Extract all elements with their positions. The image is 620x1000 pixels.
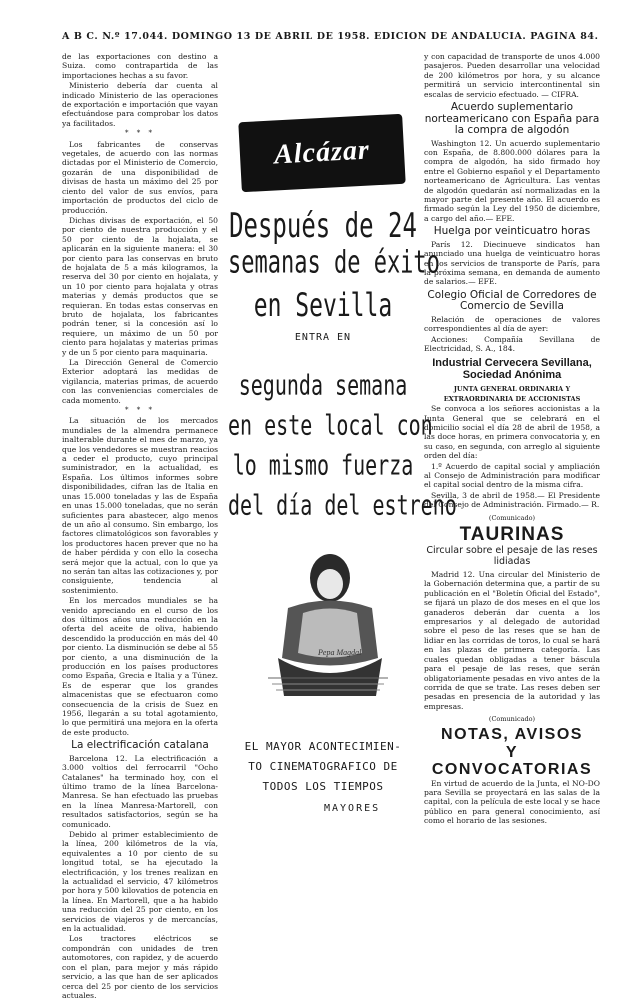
cinema-advertisement [228, 110, 457, 814]
headline-electrificacion: La electrificación catalana [71, 739, 209, 752]
headline-taurinas: TAURINAS [459, 524, 565, 546]
left-column [62, 52, 218, 1000]
headline-convocatorias: Y CONVOCATORIAS [431, 743, 593, 778]
article-paragraph: Sevilla, 3 de abril de 1958.— El Presidente del Consejo de Administración. Firmado.— R. [424, 490, 600, 510]
article-paragraph: Se convoca a los señores accionistas a la Junta General que se celebrará en el domicilio social el día 28 de abril de 1958, a las doce horas, en primera convocatoria y, en su caso, en segunda, con arreglo al siguiente orden del día: [424, 404, 600, 461]
article-paragraph: Barcelona 12. La electrificación a 3.000 voltios del ferrocarril "Ocho Catalanes" ha terminado hoy, con el último tramo de la línea Barcelona-Manresa. Se han efectuado las pruebas en la línea Manresa-Martorell, con resultados satisfactorios, según se ha comunicado. [62, 753, 218, 829]
kicker-notas: (Comunicado) [488, 715, 536, 724]
ad-line-4: ENTRA EN [294, 332, 352, 343]
right-column [424, 52, 600, 826]
article-paragraph: Ministerio debería dar cuenta al indicado Ministerio de las operaciones de exportación e importación que vayan efectuándose para comprobar los datos ya facilitados. [62, 81, 218, 128]
section-separator: * * * [125, 129, 155, 138]
ad-line-8: del día del estreno [228, 488, 457, 522]
article-paragraph: En los mercados mundiales se ha venido apreciando en el curso de los dos últimos años una reducción en la oferta del aceite de oliva, habiendo descendido la producción en más del 40 por ciento. La disminución se debe al 55 por ciento, a una disminución de la producción en los países productores como España, Grecia e Italia y a Túnez. Es de esperar que los grandes almacenistas que se efectuaron como consecuencia de la crisis de Suez en 1956, llegarán a su total agotamiento, lo que permitirá una mejora en la oferta de este producto. [62, 596, 218, 737]
article-paragraph: En virtud de acuerdo de la Junta, el NO-DO para Sevilla se proyectará en las salas de la capital, con la película de este local y se hace público en para general conocimiento, así como el horario de las sesiones. [424, 778, 600, 826]
poster-brand-text: Pepa Magdal [318, 648, 362, 657]
article-paragraph: Madrid 12. Una circular del Ministerio de la Gobernación determina que, a partir de su publicación en el "Boletín Oficial del Estado", se fijará un plazo de dos meses en el que los ganaderos deberán dar cuenta a los empresarios y al delegado de autoridad sobre el peso de las reses que se han de lidiar en las corridas de toros, lo cual se hará en las plazas de primera categoría. Las cuales quedan obligadas a tener báscula para el pesaje de las reses, que serán obligatoriamente pesadas en vivo antes de la corrida de que se trate. Las reses deben ser pesadas en presencia de la autoridad y las empresas. [424, 570, 600, 711]
film-poster-illustration [258, 538, 398, 698]
article-paragraph: La Dirección General de Comercio Exterior adoptará las medidas de vigilancia, materias primas, de acuerdo con las conveniencias comerciales de cada momento. [62, 358, 218, 405]
subheadline-pesaje-reses: Circular sobre el pesaje de las reses lidiadas [426, 545, 598, 567]
article-paragraph: La situación de los mercados mundiales de la almendra permanece inalterable durante el mes de marzo, ya que los vendedores se muestran reacios a ceder el producto, cuyo principal suministrador, en la actualidad, es España. Los últimos informes sobre disponibilidades, cifran las de Italia en unas 15.000 toneladas y las de España en unas 15.000 toneladas, que no serán suficientes para abastecer, algo menos de un año al consumo. Sin embargo, los factores climatológicos son favorables y los productores hacen prever que no ha de haber pérdida y con ello la cosecha será mejor que la actual, con lo que ya no serán tan altas las cotizaciones y, por consiguiente, tendencia al sostenimiento. [62, 416, 218, 595]
article-paragraph: Los tractores eléctricos se compondrán con unidades de tren automotores, con rapidez, y de acuerdo con el plan, para mejor y más rápido servicio, a las que han de ser aplicados cerca del 25 por ciento de los servicios actuales. [62, 934, 218, 1000]
ad-line-6: en este local con [228, 408, 433, 442]
article-paragraph: Acciones: Compañía Sevillana de Electricidad, S. A., 184. [424, 334, 600, 353]
article-paragraph: Los fabricantes de conservas vegetales, de acuerdo con las normas dictadas por el Ministerio de Comercio, gozarán de una disponibilidad de divisas de hasta un máximo del 25 por ciento del valor de sus envíos, para importación de productos del ciclo de producción. [62, 139, 218, 215]
cinema-logo [238, 114, 405, 192]
article-paragraph: Debido al primer establecimiento de la línea, 200 kilómetros de la vía, equivalentes a 10 por ciento de su longitud total, se ha ejecutado la electrificación, y los trenes realizan en la actualidad el servicio, 47 kilómetros por hora y 500 kilovatios de potencia en la línea. En Martorell, que a ha habido una reducción del 25 por ciento, en los servicios de viajeros y de mercancías, en la actualidad. [62, 830, 218, 934]
kicker-junta-general: JUNTA GENERAL ORDINARIA Y EXTRAORDINARIA DE ACCIONISTAS [443, 385, 581, 403]
ad-line-3: en Sevilla [253, 288, 393, 325]
ad-line-1: Después de 24 [229, 206, 417, 246]
ad-line-7: lo mismo fuerza [232, 448, 414, 482]
ad-line-11: TODOS LOS TIEMPOS [262, 780, 384, 793]
article-paragraph: París 12. Diecinueve sindicatos han anunciado una huelga de veinticuatro horas en los servicios de transporte de París, para la próxima semana, en demanda de aumento de salarios.— EFE. [424, 239, 600, 287]
ad-line-2: semanas de éxito [228, 246, 440, 281]
ad-line-9: EL MAYOR ACONTECIMIEN- [244, 740, 402, 753]
page-header: A B C. N.º 17.044. DOMINGO 13 DE ABRIL DE 1958. EDICION DE ANDALUCIA. PAGINA 84. [62, 31, 599, 42]
article-paragraph: Relación de operaciones de valores correspondientes al día de ayer: [424, 314, 600, 334]
cinema-logo-text: Alcázar [273, 134, 371, 171]
ad-line-12: MAYORES [324, 803, 381, 814]
headline-acuerdo-algodon: Acuerdo suplementario norteamericano con España para la compra de algodón [424, 101, 600, 137]
article-paragraph: de las exportaciones con destino a Suiza. como contrapartida de las importaciones hechas a su favor. [62, 52, 218, 80]
article-paragraph: y con capacidad de transporte de unos 4.000 pasajeros. Pueden desarrollar una velocidad de 200 kilómetros por hora, y su alcance permitirá un servicio intercontinental sin escalas de servicio efectuado. — CIFRA. [424, 52, 600, 99]
ad-line-10: TO CINEMATOGRAFICO DE [248, 760, 398, 773]
ad-line-5: segunda semana [238, 368, 408, 402]
article-paragraph: Dichas divisas de exportación, el 50 por ciento de nuestra producción y el 50 por ciento de la hojalata, se aplicarán en la siguiente manera: el 30 por ciento para las conservas en bruto de hojalata de 5 a más kilogramos, la reserva del 30 por ciento en hojalata, y un 10 por ciento para hojalata y otras materias y demás productos que se requieran. En todas estas conservas en bruto de hojalata, los fabricantes podrán tener, si la concesión así lo requiere, un máximo de un 50 por ciento para hojalatas y materias primas y de un 5 por ciento para maquinaria. [62, 215, 218, 357]
article-paragraph: 1.º Acuerdo de capital social y ampliación al Consejo de Administración para modificar el capital social dentro de la misma cifra. [424, 461, 600, 490]
kicker-taurinas: (Comunicado) [488, 513, 536, 522]
section-separator: * * * [125, 406, 155, 415]
headline-industrial-cervecera: Industrial Cervecera Sevillana, Sociedad Anónima [432, 357, 592, 382]
headline-notas-avisos: NOTAS, AVISOS [441, 725, 583, 743]
article-paragraph: Washington 12. Un acuerdo suplementario con España, de 8.800.000 dólares para la compra de algodón, ha sido firmado hoy entre el Gobierno español y el Departamento norteamericano de Agricultura. Las ventas de algodón quedarán así normalizadas en la mayor parte del presente año. El acuerdo es firmado según la Ley del 1950 de diciembre, a cargo del año.— EFE. [424, 138, 600, 223]
headline-colegio-corredores: Colegio Oficial de Corredores de Comercio de Sevilla [427, 288, 597, 313]
headline-huelga: Huelga por veinticuatro horas [433, 225, 591, 238]
